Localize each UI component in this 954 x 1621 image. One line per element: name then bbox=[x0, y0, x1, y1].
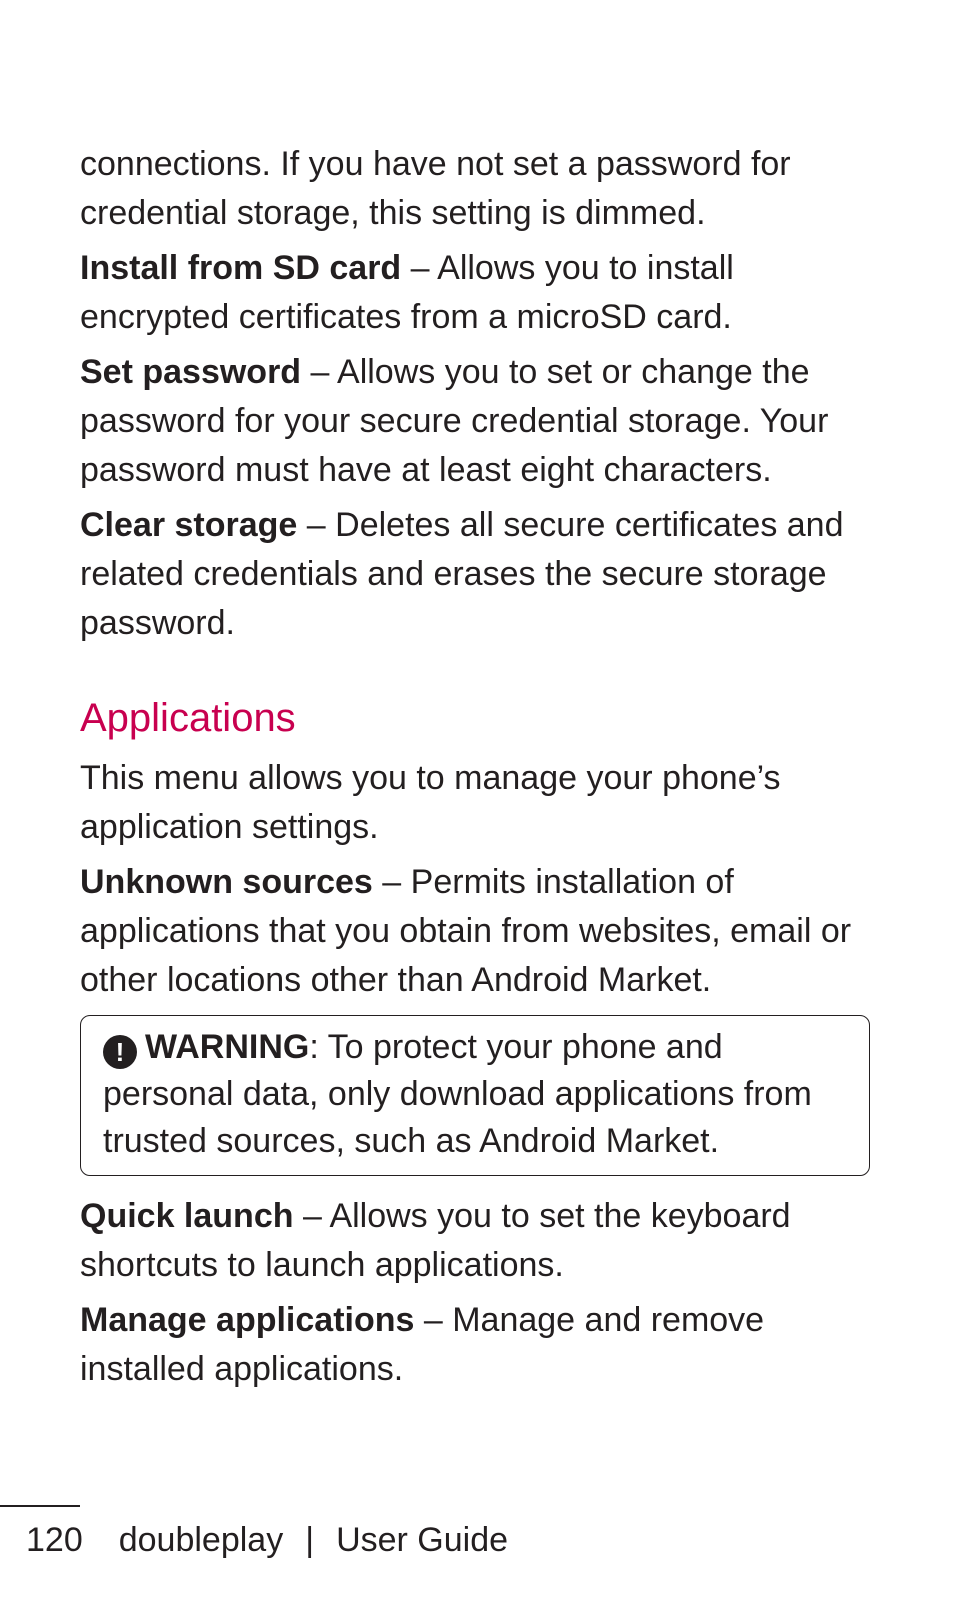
warning-body: : To protect your phone and personal data, only download applications from trusted sources, such as Android Market. bbox=[103, 1028, 812, 1160]
dash-separator: – bbox=[301, 353, 338, 391]
term-set-password: Set password bbox=[80, 353, 302, 391]
paragraph-unknown-sources bbox=[80, 858, 870, 1005]
page-content bbox=[80, 140, 870, 1400]
paragraph-text: connections. If you have not set a password for credential storage, this setting is dimmed. bbox=[80, 145, 791, 232]
footer-rule bbox=[0, 1505, 80, 1507]
section-intro: This menu allows you to manage your phone’s application settings. bbox=[80, 759, 781, 846]
footer-separator: | bbox=[305, 1521, 315, 1559]
dash-separator: – bbox=[297, 506, 336, 544]
paragraph-text: Allows you to install encrypted certificates from a microSD card. bbox=[80, 249, 734, 336]
paragraph-set-password bbox=[80, 348, 870, 495]
paragraph-connections bbox=[80, 140, 870, 238]
paragraph-text: Permits installation of applications that you obtain from websites, email or other locations other than Android Market. bbox=[80, 863, 852, 999]
page-footer bbox=[26, 1518, 508, 1562]
paragraph-install-from-sd-card bbox=[80, 244, 870, 342]
paragraph-quick-launch bbox=[80, 1192, 870, 1290]
warning-text bbox=[103, 1024, 847, 1165]
paragraph-text: Deletes all secure certificates and related credentials and erases the secure storage password. bbox=[80, 506, 844, 642]
paragraph-text: Allows you to set the keyboard shortcuts to launch applications. bbox=[80, 1197, 791, 1284]
term-clear-storage: Clear storage bbox=[80, 506, 298, 544]
dash-separator: – bbox=[414, 1301, 453, 1339]
term-install-from-sd-card: Install from SD card bbox=[80, 249, 402, 287]
dash-separator: – bbox=[293, 1197, 330, 1235]
term-unknown-sources: Unknown sources bbox=[80, 863, 373, 901]
exclamation-icon: ! bbox=[103, 1035, 137, 1069]
page-number: 120 bbox=[26, 1521, 83, 1559]
footer-product: doubleplay bbox=[118, 1521, 284, 1559]
dash-separator: – bbox=[372, 863, 411, 901]
dash-separator: – bbox=[401, 249, 438, 287]
footer-guide: User Guide bbox=[336, 1521, 509, 1559]
paragraph-text: Manage and remove installed applications. bbox=[80, 1301, 765, 1388]
paragraph-manage-applications bbox=[80, 1296, 870, 1394]
warning-box bbox=[80, 1015, 870, 1176]
term-manage-applications: Manage applications bbox=[80, 1301, 415, 1339]
term-quick-launch: Quick launch bbox=[80, 1197, 294, 1235]
paragraph-clear-storage bbox=[80, 501, 870, 648]
warning-label: WARNING bbox=[145, 1028, 310, 1066]
paragraph-text: Allows you to set or change the password for your secure credential storage. Your password must have at least eight characters. bbox=[80, 353, 829, 489]
section-title-applications: Applications bbox=[80, 696, 296, 740]
